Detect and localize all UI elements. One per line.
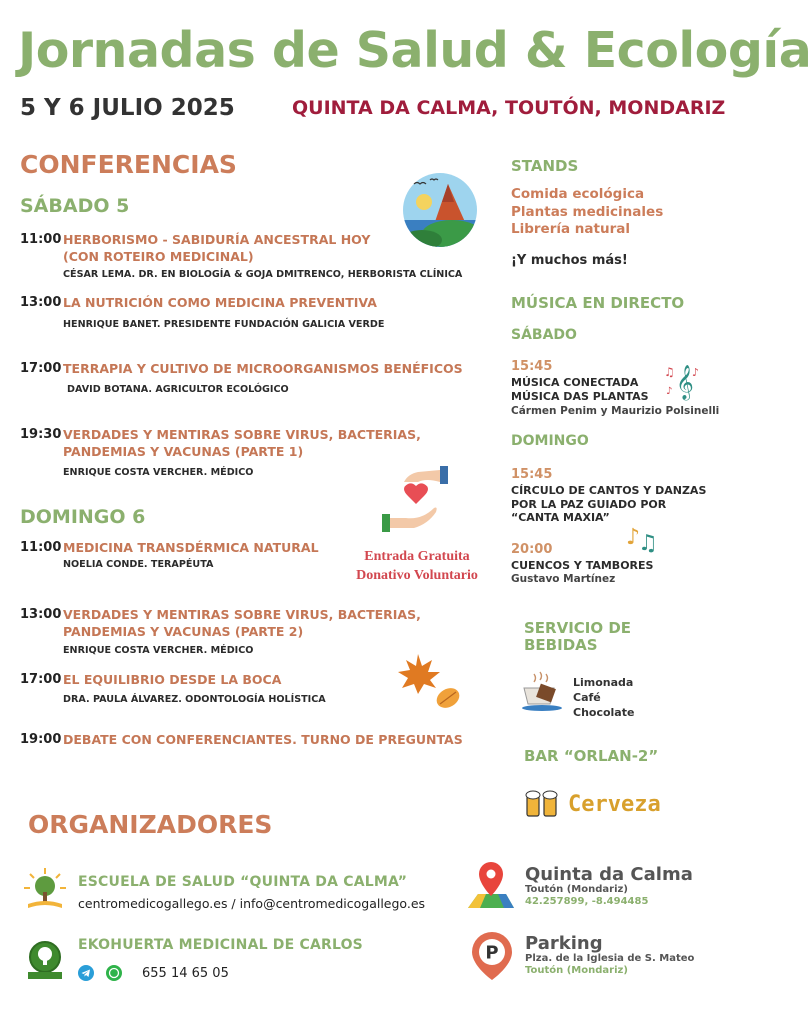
parking-pin-icon xyxy=(470,930,514,982)
parking-sub: Plza. de la Iglesia de S. Mateo xyxy=(525,953,695,964)
escuela-logo xyxy=(22,866,68,912)
talk-speaker: HENRIQUE BANET. PRESIDENTE FUNDACIÓN GALICIA VERDE xyxy=(63,319,385,330)
talk-title: LA NUTRICIÓN COMO MEDICINA PREVENTIVA xyxy=(63,295,377,310)
talk-time: 13:00 xyxy=(20,607,62,622)
music-note-icon xyxy=(626,522,660,556)
bebidas-list xyxy=(573,675,634,720)
escuela-name: ESCUELA DE SALUD “QUINTA DA CALMA” xyxy=(78,874,408,890)
bebida-item: Chocolate xyxy=(573,706,635,719)
musica-line: “CANTA MAXIA” xyxy=(511,511,610,524)
musica-sabado-time: 15:45 xyxy=(511,359,553,374)
talk-time: 19:00 xyxy=(20,732,62,747)
conferencias-heading: CONFERENCIAS xyxy=(20,150,237,179)
talk-speaker: ENRIQUE COSTA VERCHER. MÉDICO xyxy=(63,645,254,656)
location-sub: Toutón (Mondariz) xyxy=(525,884,628,895)
escuela-contact: centromedicogallego.es / info@centromedicogallego.es xyxy=(78,896,426,911)
event-dates: 5 Y 6 JULIO 2025 xyxy=(20,95,235,121)
talk-time: 17:00 xyxy=(20,672,62,687)
whatsapp-icon[interactable] xyxy=(106,965,122,981)
talk-title: TERRAPIA Y CULTIVO DE MICROORGANISMOS BENÉFICOS xyxy=(63,361,463,376)
bebidas-heading xyxy=(524,620,631,654)
music-notes-icon xyxy=(664,362,704,398)
talk-title: VERDADES Y MENTIRAS SOBRE VIRUS, BACTERIAS, PANDEMIAS Y VACUNAS (PARTE 1) xyxy=(63,427,421,459)
musica-domingo-line4: CUENCOS Y TAMBORES xyxy=(511,559,654,572)
musica-line: POR LA PAZ GUIADO POR xyxy=(511,497,667,511)
beer-mugs-icon xyxy=(524,786,560,822)
stand-item: Comida ecológica xyxy=(511,186,645,202)
talk-time: 11:00 xyxy=(20,540,62,555)
domingo-heading: DOMINGO 6 xyxy=(20,506,146,528)
stand-item: Plantas medicinales xyxy=(511,203,664,220)
talk-speaker: ENRIQUE COSTA VERCHER. MÉDICO xyxy=(63,467,254,478)
parking-town: Toutón (Mondariz) xyxy=(525,965,628,976)
talk-title: MEDICINA TRANSDÉRMICA NATURAL xyxy=(63,540,319,555)
event-title: Jornadas de Salud & Ecología xyxy=(18,22,811,79)
coffee-cup-icon xyxy=(520,670,564,712)
musica-line: MÚSICA CONECTADA xyxy=(511,376,639,389)
svg-text:♪: ♪ xyxy=(626,525,641,550)
musica-domingo-text xyxy=(511,484,706,525)
telegram-icon[interactable] xyxy=(78,965,94,981)
svg-text:𝄞: 𝄞 xyxy=(676,365,694,400)
musica-line: MÚSICA DAS PLANTAS xyxy=(511,389,649,403)
svg-text:♪: ♪ xyxy=(692,366,700,379)
bar-heading: BAR “ORLAN-2” xyxy=(524,747,659,765)
donation-hands-icon xyxy=(378,462,454,538)
talk-title: EL EQUILIBRIO DESDE LA BOCA xyxy=(63,672,282,687)
talk-title: HERBORISMO - SABIDURÍA ANCESTRAL HOY (CON ROTEIRO MEDICINAL) xyxy=(63,232,371,264)
musica-domingo-artists: Gustavo Martínez xyxy=(511,573,616,585)
mountain-nature-icon xyxy=(402,172,478,248)
musica-domingo-heading: DOMINGO xyxy=(511,433,589,449)
stand-item: Librería natural xyxy=(511,221,630,237)
talk-time: 19:30 xyxy=(20,427,62,442)
musica-sabado-text xyxy=(511,376,649,403)
svg-text:♫: ♫ xyxy=(638,531,658,556)
svg-text:♫: ♫ xyxy=(664,365,675,379)
svg-text:P: P xyxy=(485,942,499,964)
ekohuerta-phone[interactable]: 655 14 65 05 xyxy=(142,966,229,981)
bebidas-heading-line1: SERVICIO DE xyxy=(524,619,632,637)
location-coords: 42.257899, -8.494485 xyxy=(525,896,649,907)
stands-more: ¡Y muchos más! xyxy=(511,253,628,268)
musica-sabado-artists: Cármen Penim y Maurizio Polsinelli xyxy=(511,405,720,417)
talk-speaker: CÉSAR LEMA. DR. EN BIOLOGÍA & GOJA DMITRENCO, HERBORISTA CLÍNICA xyxy=(63,269,463,280)
entrada-gratuita xyxy=(352,547,482,585)
stands-list xyxy=(511,186,663,239)
musica-domingo-time: 15:45 xyxy=(511,467,553,482)
bebidas-heading-line2: BEBIDAS xyxy=(524,636,598,654)
musica-sabado-heading: SÁBADO xyxy=(511,327,577,343)
cerveza-label: Cerveza xyxy=(568,792,661,817)
event-venue: QUINTA DA CALMA, TOUTÓN, MONDARIZ xyxy=(292,97,726,119)
talk-time: 11:00 xyxy=(20,232,62,247)
autumn-leaves-icon xyxy=(398,652,466,716)
talk-time: 17:00 xyxy=(20,361,62,376)
musica-domingo-time2: 20:00 xyxy=(511,542,553,557)
talk-title: DEBATE CON CONFERENCIANTES. TURNO DE PREGUNTAS xyxy=(63,732,463,747)
entrada-line2: Donativo Voluntario xyxy=(356,568,478,583)
bebida-item: Limonada xyxy=(573,676,634,689)
ekohuerta-name: EKOHUERTA MEDICINAL DE CARLOS xyxy=(78,937,363,953)
talk-speaker: NOELIA CONDE. TERAPÉUTA xyxy=(63,559,214,570)
ekohuerta-logo xyxy=(26,940,64,980)
map-pin-icon xyxy=(466,858,516,910)
sabado-heading: SÁBADO 5 xyxy=(20,195,130,217)
talk-time: 13:00 xyxy=(20,295,62,310)
svg-text:♪: ♪ xyxy=(666,386,673,397)
talk-title: VERDADES Y MENTIRAS SOBRE VIRUS, BACTERIAS, PANDEMIAS Y VACUNAS (PARTE 2) xyxy=(63,607,421,639)
parking-name: Parking xyxy=(525,933,603,954)
musica-line: CÍRCULO DE CANTOS Y DANZAS xyxy=(511,484,707,497)
talk-speaker: DAVID BOTANA. AGRICULTOR ECOLÓGICO xyxy=(67,384,289,395)
musica-heading: MÚSICA EN DIRECTO xyxy=(511,294,685,312)
stands-heading: STANDS xyxy=(511,157,579,175)
location-name: Quinta da Calma xyxy=(525,864,693,885)
bebida-item: Café xyxy=(573,691,601,704)
entrada-line1: Entrada Gratuita xyxy=(364,549,470,564)
talk-speaker: DRA. PAULA ÁLVAREZ. ODONTOLOGÍA HOLÍSTICA xyxy=(63,694,326,705)
organizadores-heading: ORGANIZADORES xyxy=(28,810,273,839)
